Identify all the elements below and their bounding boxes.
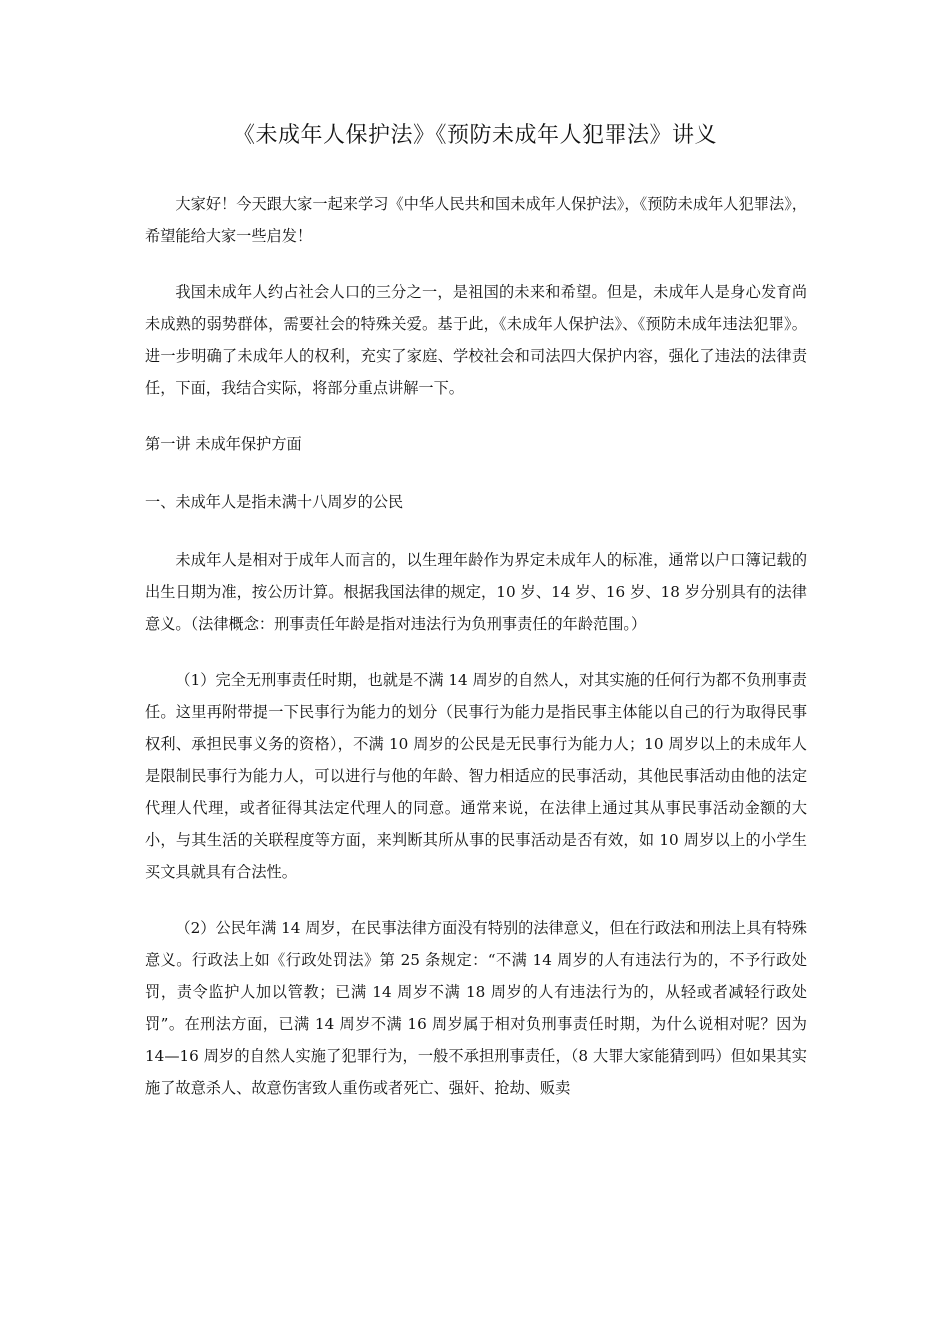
paragraph-item-2: （2）公民年满 14 周岁，在民事法律方面没有特别的法律意义，但在行政法和刑法上具有特殊意义。行政法上如《行政处罚法》第 25 条规定：“不满 14 周岁的人有违法行为的，不予行政处罚，责令监护人加以管教；已满 14 周岁不满 18 周岁的人有违法行为的，从轻或者减轻行政处罚”。在刑法方面，已满 14 周岁不满 16 周岁属于相对负刑事责任时期，为什么说相对呢？因为 14—16 周岁的自然人实施了犯罪行为，一般不承担刑事责任，（8 大罪大家能猜到吗）但如果其实施了故意杀人、故意伤害致人重伤或者死亡、强奸、抢劫、贩卖 xyxy=(145,919,807,1097)
paragraph-greeting: 大家好！今天跟大家一起来学习《中华人民共和国未成年人保护法》，《预防未成年人犯罪法》，希望能给大家一些启发！ xyxy=(145,195,807,245)
section-heading: 一、未成年人是指未满十八周岁的公民 xyxy=(145,493,404,511)
paragraph-minor-definition: 未成年人是相对于成年人而言的，以生理年龄作为界定未成年人的标准，通常以户口簿记载的出生日期为准，按公历计算。根据我国法律的规定，10 岁、14 岁、16 岁、18 岁分别具有的法律意义。（法律概念：刑事责任年龄是指对违法行为负刑事责任的年龄范围。） xyxy=(145,551,807,633)
paragraph-item-1: （1）完全无刑事责任时期，也就是不满 14 周岁的自然人，对其实施的任何行为都不负刑事责任。这里再附带提一下民事行为能力的划分（民事行为能力是指民事主体能以自己的行为取得民事权利、承担民事义务的资格），不满 10 周岁的公民是无民事行为能力人；10 周岁以上的未成年人是限制民事行为能力人，可以进行与他的年龄、智力相适应的民事活动，其他民事活动由他的法定代理人代理，或者征得其法定代理人的同意。通常来说，在法律上通过其从事民事活动金额的大小，与其生活的关联程度等方面，来判断其所从事的民事活动是否有效，如 10 周岁以上的小学生买文具就具有合法性。 xyxy=(145,671,807,881)
document-body xyxy=(145,188,807,1128)
paragraph-introduction: 我国未成年人约占社会人口的三分之一，是祖国的未来和希望。但是，未成年人是身心发育尚未成熟的弱势群体，需要社会的特殊关爱。基于此，《未成年人保护法》、《预防未成年违法犯罪》。进一步明确了未成年人的权利，充实了家庭、学校社会和司法四大保护内容，强化了违法的法律责任，下面，我结合实际，将部分重点讲解一下。 xyxy=(145,283,807,397)
document-title: 《未成年人保护法》《预防未成年人犯罪法》讲义 xyxy=(232,123,717,148)
lecture-heading: 第一讲 未成年保护方面 xyxy=(145,435,302,453)
